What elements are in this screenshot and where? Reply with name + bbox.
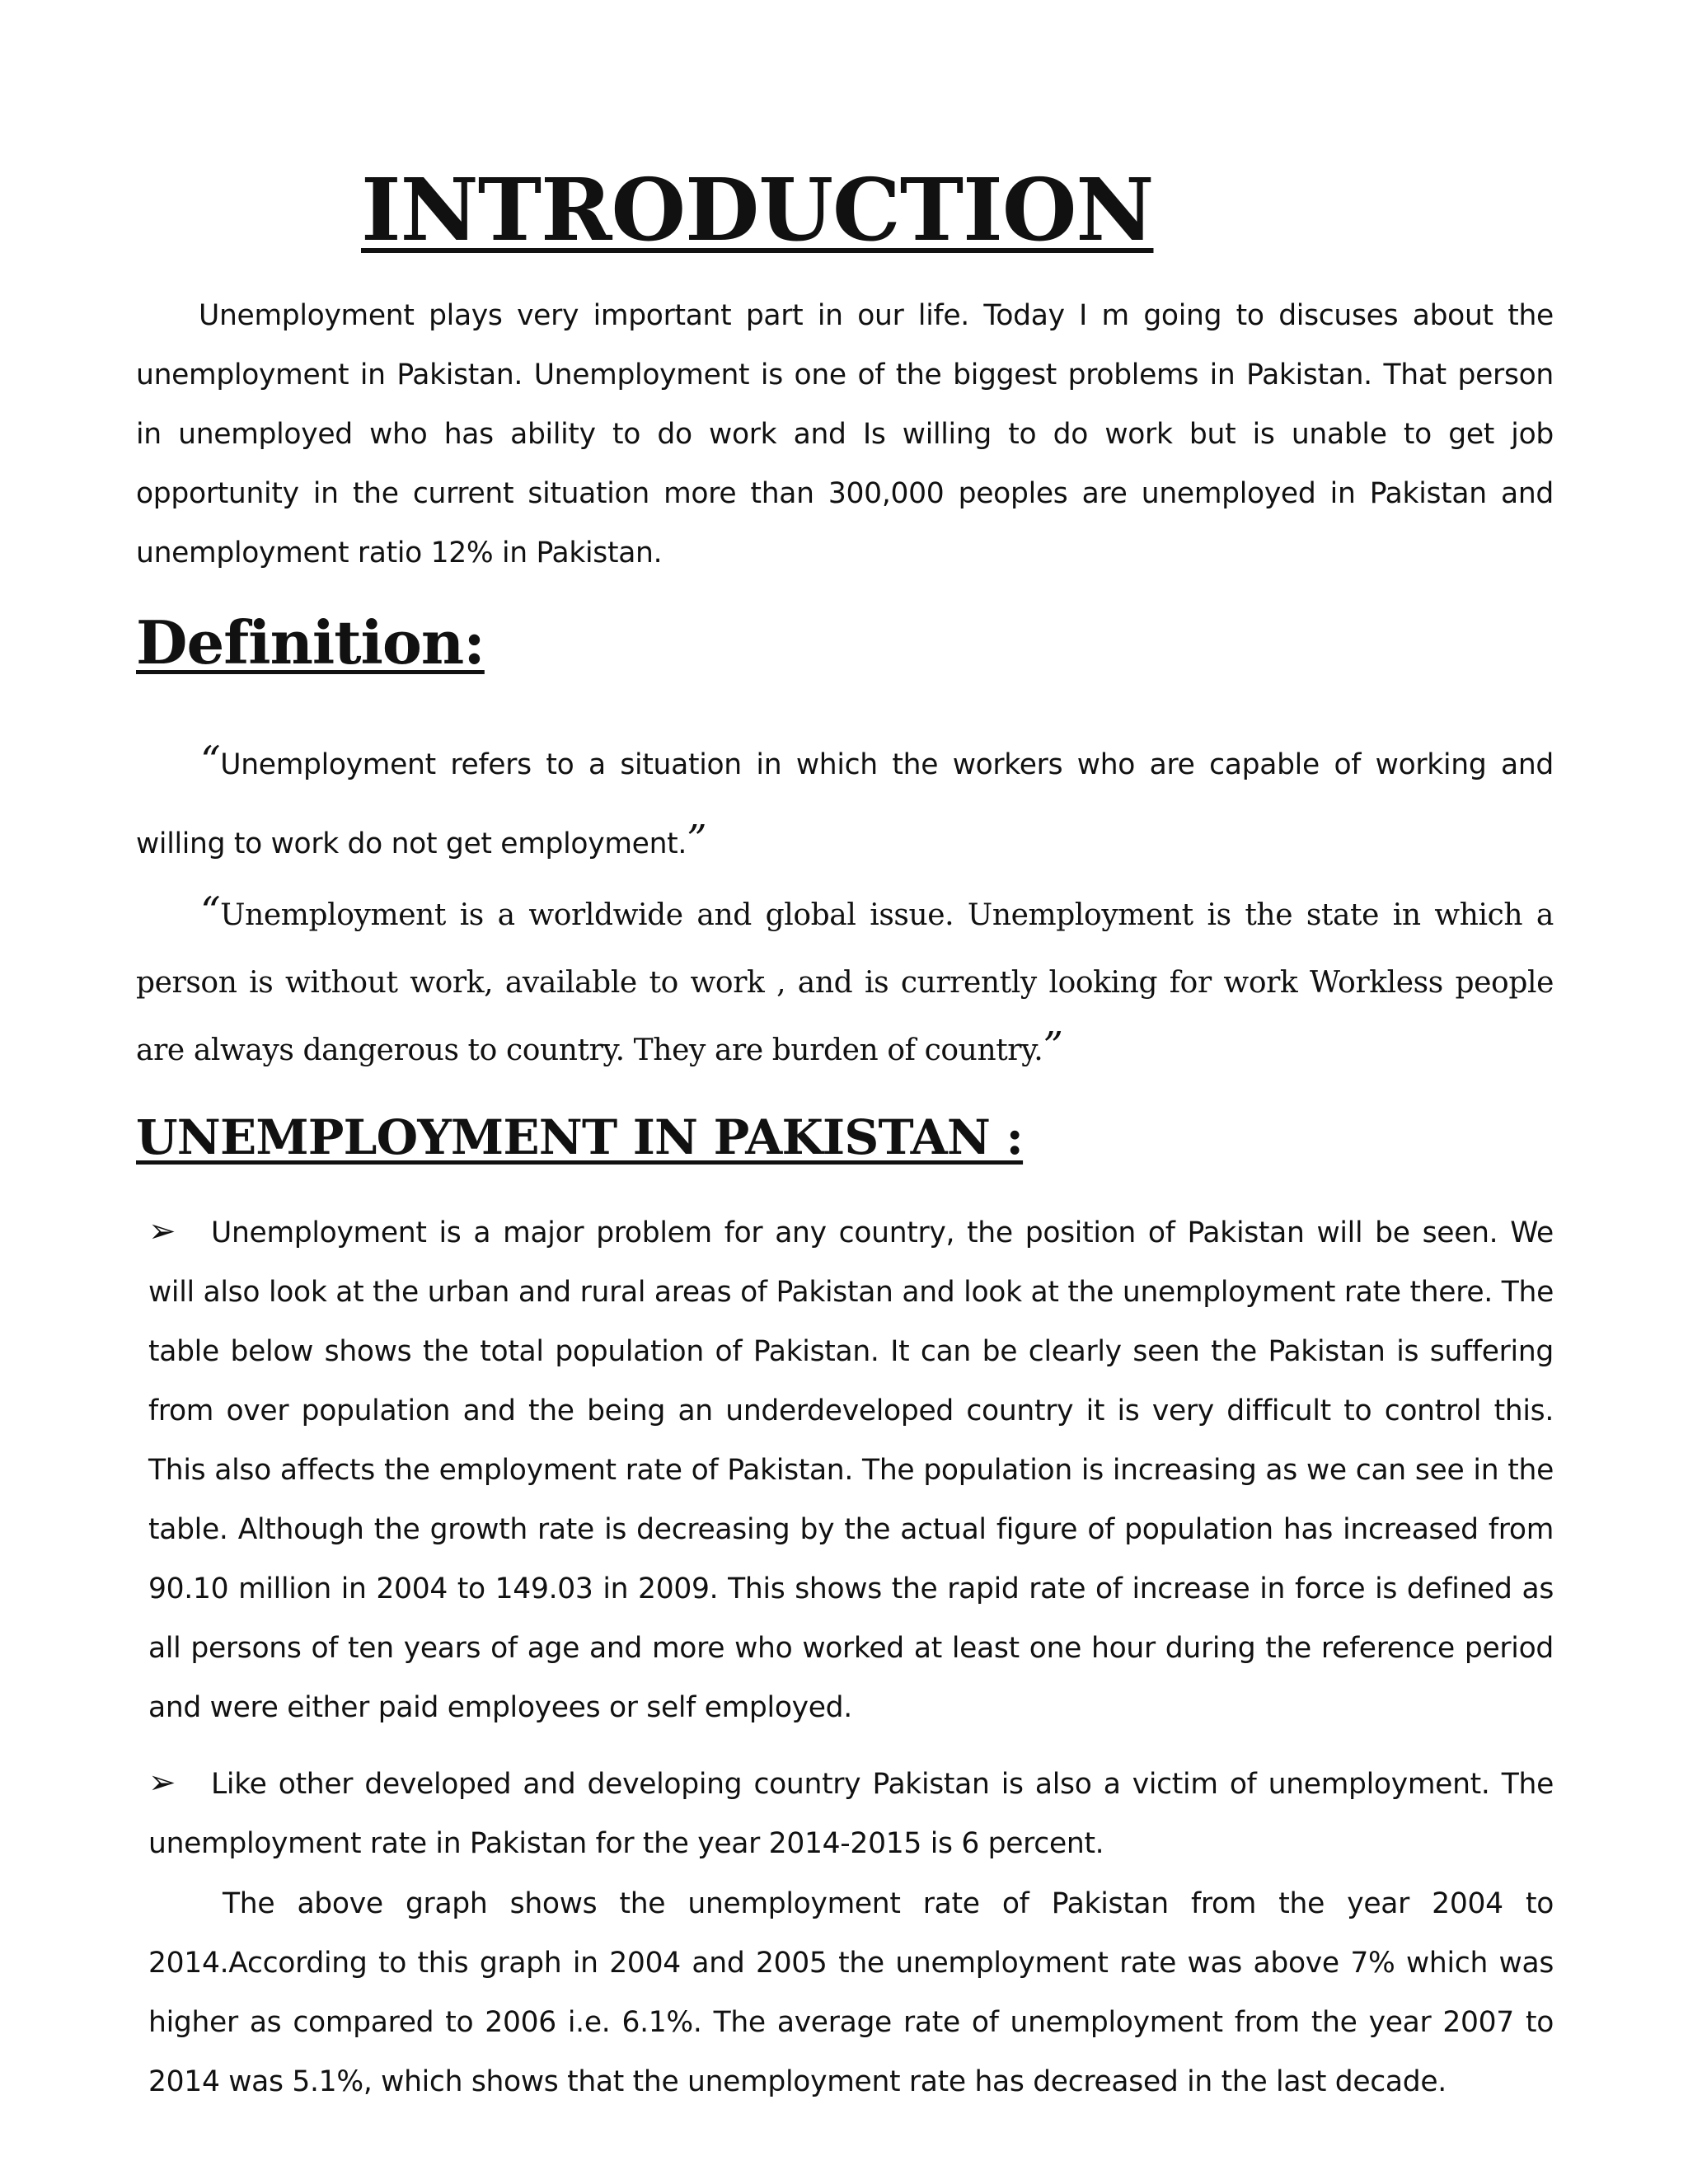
close-quote-mark: ” [687, 817, 707, 863]
bullet-item-2-text: Like other developed and developing country Pakistan is also a victim of unemployment. The unemployment rate in Pakistan for the year 2014-2015 is 6 percent. [148, 1768, 1554, 1860]
graph-paragraph: The above graph shows the unemployment rate of Pakistan from the year 2004 to 2014.According to this graph in 2004 and 2005 the unemployment rate was above 7% which was higher as compared to 2006 i.e. 6.1%. The average rate of unemployment from the year 2007 to 2014 was 5.1%, which shows that the unemployment rate has decreased in the last decade. [148, 1887, 1554, 2098]
bullet-item-1 [148, 1202, 1554, 1737]
bullet-item-1-text: Unemployment is a major problem for any country, the position of Pakistan will be seen. We will also look at the urban and rural areas of Pakistan and look at the unemployment rate there. The table below shows the total population of Pakistan. It can be clearly seen the Pakistan is suffering from over population and the being an underdeveloped country it is very difficult to control this. This also affects the employment rate of Pakistan. The population is increasing as we can see in the table. Although the growth rate is decreasing by the actual figure of population has increased from 90.10 million in 2004 to 149.03 in 2009. This shows the rapid rate of increase in force is defined as all persons of ten years of age and more who worked at least one hour during the reference period and were either paid employees or self employed. [148, 1216, 1554, 1724]
definition-quote-2-text: Unemployment is a worldwide and global issue. Unemployment is the state in which a person is without work, available to work , and is currently looking for work Workless people are always dangerous to country. They are burden of country. [136, 898, 1554, 1067]
open-quote-mark: “ [200, 888, 221, 935]
definition-quote-1 [136, 725, 1554, 883]
definition-quote-2 [136, 882, 1554, 1085]
arrow-bullet-icon: ➢ [148, 1764, 176, 1802]
page-title: INTRODUCTION [361, 159, 1154, 260]
unemployment-heading: UNEMPLOYMENT IN PAKISTAN : [136, 1109, 1024, 1165]
bullet-item-2 [148, 1753, 1554, 1873]
intro-paragraph: Unemployment plays very important part in our life. Today I m going to discuses about the unemployment in Pakistan. Unemployment is one of the biggest problems in Pakistan. That person in unemployed who has ability to do work and Is willing to do work but is unable to get job opportunity in the current situation more than 300,000 peoples are unemployed in Pakistan and unemployment ratio 12% in Pakistan. [136, 299, 1554, 569]
close-quote-mark: ” [1043, 1024, 1063, 1070]
open-quote-mark: “ [200, 738, 221, 784]
definition-quote-1-text: Unemployment refers to a situation in which the workers who are capable of working and willing to work do not get employment. [136, 748, 1554, 860]
arrow-bullet-icon: ➢ [148, 1212, 176, 1250]
definition-heading: Definition: [136, 607, 485, 677]
